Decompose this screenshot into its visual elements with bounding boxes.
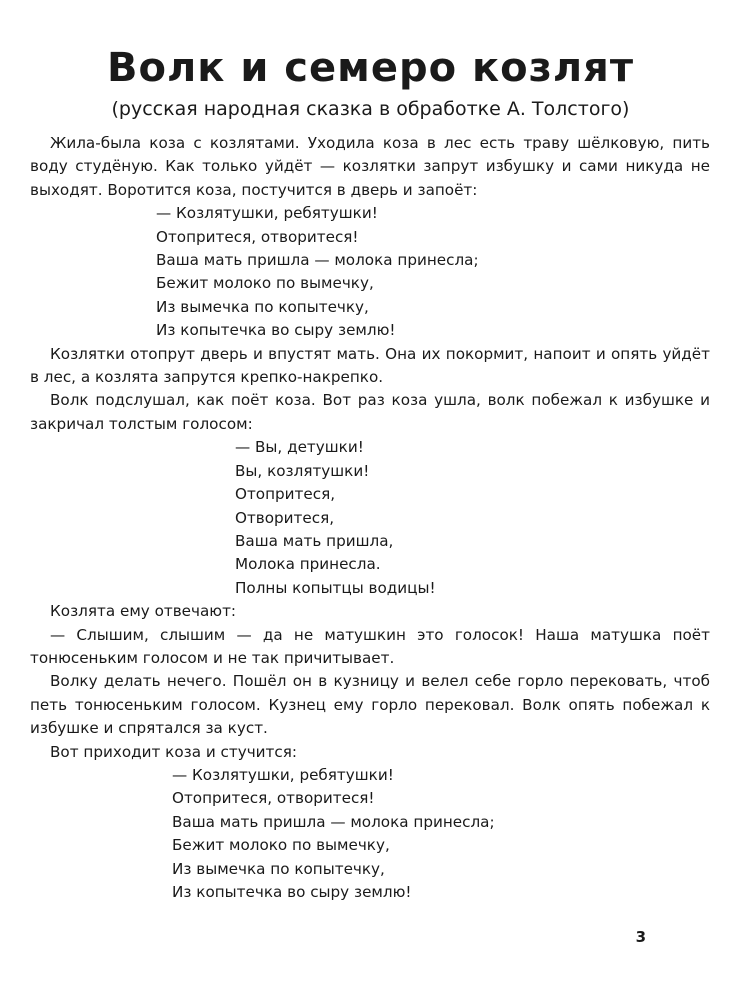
paragraph: Вот приходит коза и стучится: bbox=[50, 742, 298, 761]
verse-line: Ваша мать пришла — молока принесла; bbox=[172, 812, 495, 831]
page-number: 3 bbox=[635, 928, 646, 946]
paragraph: Козлятки отопрут дверь и впустят мать. Она их покормит, напоит и опять уйдёт в лес, а козлята запрутся крепко-накрепко. bbox=[30, 344, 710, 387]
verse-line: Из копытечка во сыру землю! bbox=[156, 321, 396, 340]
verse-line: Бежит молоко по вымечку, bbox=[156, 274, 374, 293]
story-subtitle: (русская народная сказка в обработке А. Толстого) bbox=[111, 98, 630, 120]
verse-line: Вы, козлятушки! bbox=[235, 461, 370, 480]
wolf-song-verse bbox=[30, 436, 710, 600]
goat-song-verse-2 bbox=[30, 764, 710, 904]
paragraph: Жила-была коза с козлятами. Уходила коза в лес есть траву шёлковую, пить воду студёную. Как только уйдёт — козлятки запрут избушку и сами никуда не выходят. Воротится коза, постучится в дверь и запоёт: bbox=[30, 134, 710, 199]
verse-line: Отворитеся, bbox=[235, 508, 335, 527]
paragraph: Козлята ему отвечают: bbox=[50, 602, 237, 621]
verse-line: — Вы, детушки! bbox=[235, 438, 364, 457]
verse-line: Отопритеся, отворитеся! bbox=[156, 227, 359, 246]
verse-line: — Козлятушки, ребятушки! bbox=[156, 204, 378, 223]
verse-line: Бежит молоко по вымечку, bbox=[172, 836, 390, 855]
verse-line: Отопритеся, отворитеся! bbox=[172, 789, 375, 808]
verse-line: — Козлятушки, ребятушки! bbox=[172, 765, 394, 784]
paragraph: — Слышим, слышим — да не матушкин это голосок! Наша матушка поёт тонюсеньким голосом и не так причитывает. bbox=[30, 625, 710, 667]
verse-line: Из копытечка во сыру землю! bbox=[172, 883, 412, 901]
verse-line: Из вымечка по копытечку, bbox=[156, 297, 369, 316]
verse-line: Ваша мать пришла — молока принесла; bbox=[156, 251, 479, 270]
story-text bbox=[30, 132, 710, 904]
story-title: Волк и семеро козлят bbox=[106, 45, 635, 91]
verse-line: Отопритеся, bbox=[235, 485, 336, 504]
paragraph: Волк подслушал, как поёт коза. Вот раз коза ушла, волк побежал к избушке и закричал толстым голосом: bbox=[30, 391, 710, 433]
paragraph: Волку делать нечего. Пошёл он в кузницу и велел себе горло перековать, чтоб петь тонюсеньким голосом. Кузнец ему горло перековал. Волк опять побежал к избушке и спрятался за куст. bbox=[30, 672, 710, 738]
verse-line: Ваша мать пришла, bbox=[235, 531, 394, 550]
verse-line: Молока принесла. bbox=[235, 555, 381, 574]
goat-song-verse-1 bbox=[30, 202, 710, 342]
verse-line: Из вымечка по копытечку, bbox=[172, 859, 385, 878]
verse-line: Полны копытцы водицы! bbox=[235, 578, 436, 597]
